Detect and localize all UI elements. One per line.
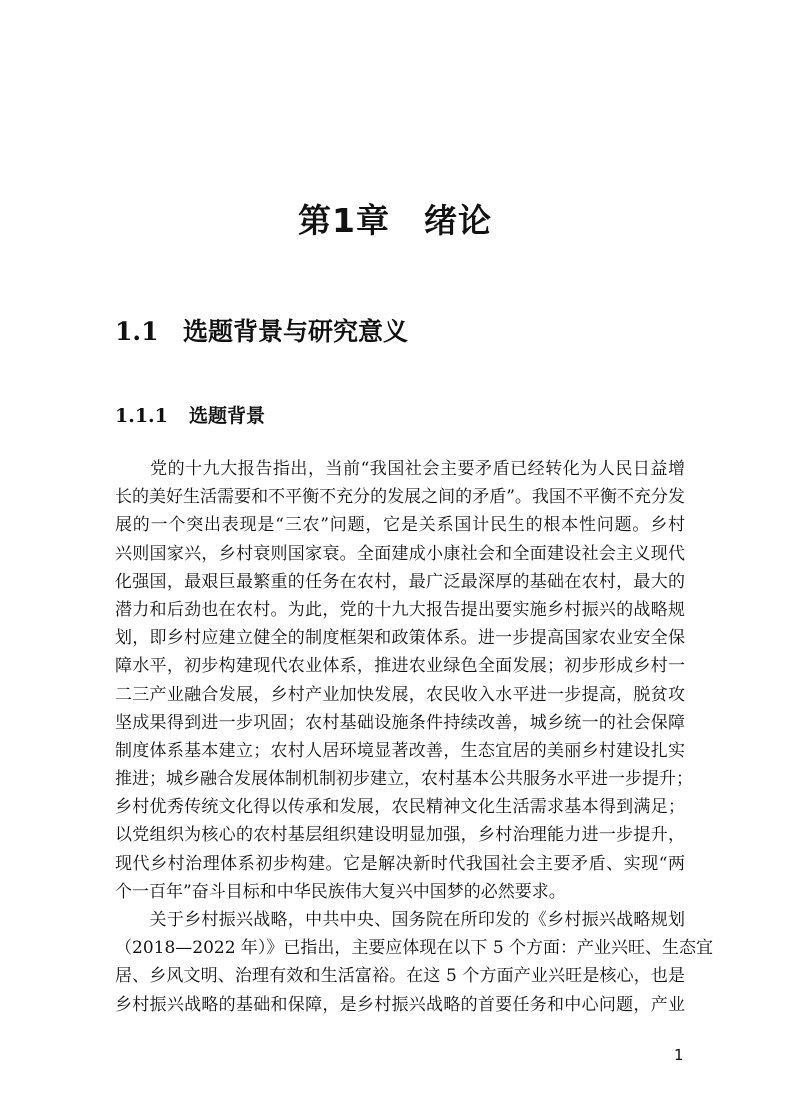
text-line: 推进；城乡融合发展体制机制初步建立，农村基本公共服务水平进一步提升； (115, 769, 693, 790)
subsection-title-text: 选题背景 (189, 405, 266, 427)
text-line: 党的十九大报告指出，当前“我国社会主要矛盾已经转化为人民日益增 (115, 459, 685, 479)
text-line: 划，即乡村应建立健全的制度框架和政策体系。进一步提高国家农业安全保 (115, 628, 685, 649)
text-line: 居、乡风文明、治理有效和生活富裕。在这 5 个方面产业兴旺是核心，也是 (115, 966, 685, 987)
text-line: 乡村优秀传统文化得以传承和发展，农民精神文化生活需求基本得到满足； (115, 797, 685, 818)
text-line: 现代乡村治理体系初步构建。它是解决新时代我国社会主要矛盾、实现“两 (115, 853, 685, 874)
text-line: 个一百年”奋斗目标和中华民族伟大复兴中国梦的必然要求。 (115, 881, 566, 902)
page-number: 1 (674, 1046, 684, 1064)
subsection-heading (115, 401, 265, 428)
text-line: 兴则国家兴，乡村衰则国家衰。全面建成小康社会和全面建设社会主义现代 (115, 543, 685, 564)
paragraph-1 (115, 455, 693, 906)
chapter-title: 第1章 绪论 (298, 201, 492, 240)
paragraph-2 (115, 906, 714, 1019)
text-line: 乡村振兴战略的基础和保障，是乡村振兴战略的首要任务和中心问题，产业 (115, 994, 685, 1015)
text-line: 二三产业融合发展，乡村产业加快发展，农民收入水平进一步提高，脱贫攻 (115, 684, 685, 705)
text-line: 潜力和后劲也在农村。为此，党的十九大报告提出要实施乡村振兴的战略规 (115, 599, 685, 620)
text-line: 关于乡村振兴战略，中共中央、国务院在所印发的《乡村振兴战略规划 (115, 910, 685, 930)
text-line: 障水平，初步构建现代农业体系，推进农业绿色全面发展；初步形成乡村一 (115, 656, 685, 677)
text-line: （2018—2022 年）》已指出，主要应体现在以下 5 个方面：产业兴旺、生态宜 (115, 938, 714, 959)
text-line: 化强国，最艰巨最繁重的任务在农村，最广泛最深厚的基础在农村，最大的 (115, 571, 685, 592)
text-line: 长的美好生活需要和不平衡不充分的发展之间的矛盾”。我国不平衡不充分发 (115, 487, 685, 508)
text-line: 制度体系基本建立；农村人居环境显著改善，生态宜居的美丽乡村建设扎实 (115, 740, 685, 761)
text-line: 展的一个突出表现是“三农”问题，它是关系国计民生的根本性问题。乡村 (115, 515, 685, 536)
body-text (115, 455, 714, 1019)
subsection-number: 1.1.1 (115, 405, 168, 427)
section-number: 1.1 (115, 317, 159, 346)
section-title-text: 选题背景与研究意义 (183, 317, 409, 346)
text-line: 以党组织为核心的农村基层组织建设明显加强，乡村治理能力进一步提升， (115, 825, 685, 846)
text-line: 坚成果得到进一步巩固；农村基础设施条件持续改善，城乡统一的社会保障 (115, 712, 685, 733)
section-heading (115, 312, 408, 348)
